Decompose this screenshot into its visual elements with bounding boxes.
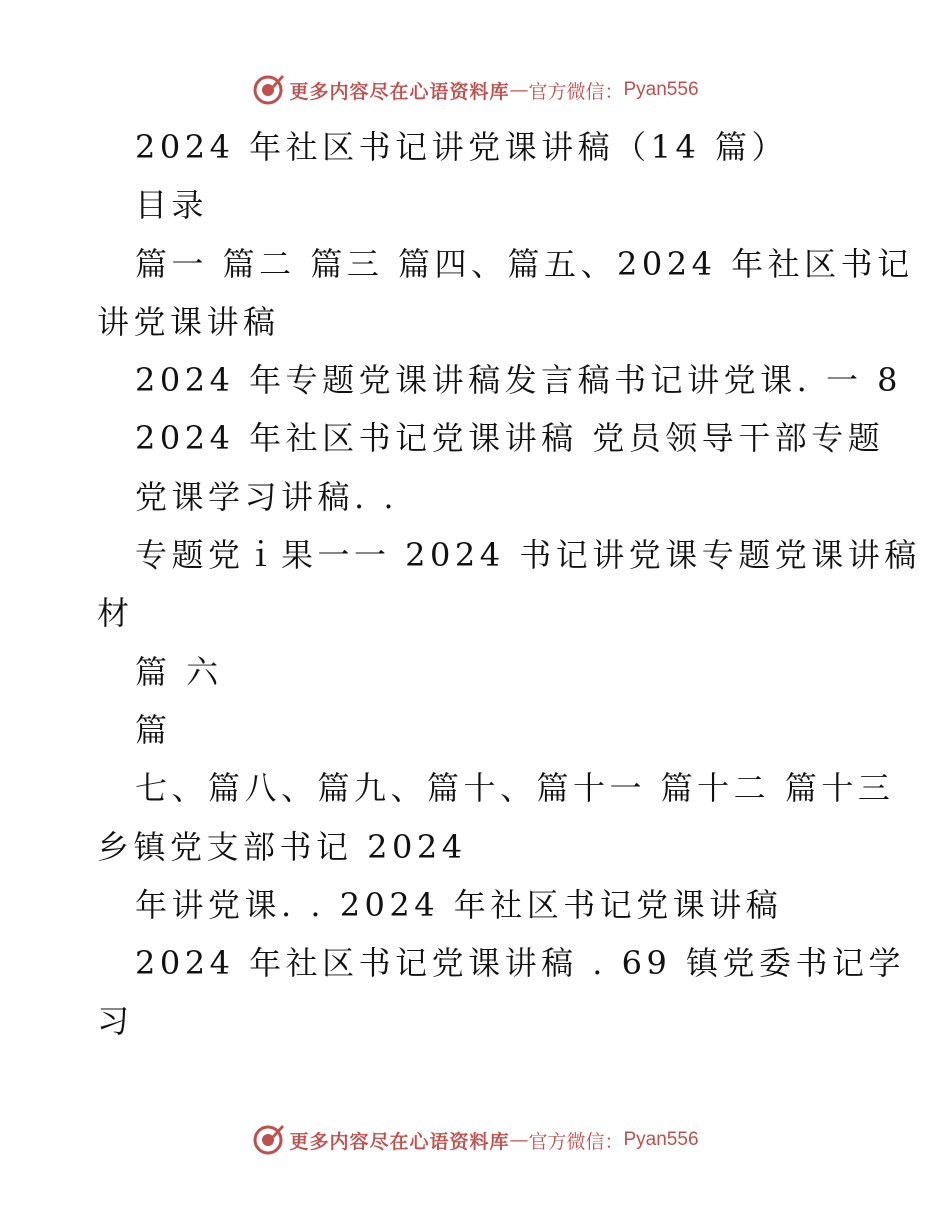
banner-wechat-handle: Pyan556 [623,1129,699,1150]
footer-banner [0,1120,950,1160]
document-title: 2024 年社区书记讲党课讲稿（14 篇） [135,128,789,166]
toc-heading: 目录 [135,186,209,225]
toc-line: 乡镇党支部书记 2024 [97,827,467,866]
banner-official-label: 官方微信： [528,80,624,103]
toc-line: 习 [97,1002,134,1041]
banner-wechat-handle: Pyan556 [623,79,699,100]
toc-line: 年讲党课. . 2024 年社区书记党课讲稿 [135,885,783,924]
toc-line: 篇 六 [135,652,223,691]
pen-logo-icon [251,1123,285,1157]
banner-brand-text: 更多内容尽在心语资料库 [289,80,510,103]
banner-brand-text: 更多内容尽在心语资料库 [289,1130,510,1153]
toc-line: 讲党课讲稿 [97,302,280,341]
toc-line: 材 [97,594,134,633]
toc-line: 2024 年社区书记党课讲稿 党员领导干部专题 [135,419,885,458]
toc-line: 篇 [135,710,172,749]
banner-dash: — [509,79,529,101]
header-banner [0,70,950,110]
toc-line: 专题党ｉ果一一 2024 书记讲党课专题党课讲稿 [135,536,921,575]
toc-line: 党课学习讲稿. . [135,477,399,516]
toc-line: 篇一 篇二 篇三 篇四、篇五、2024 年社区书记 [135,244,914,283]
banner-dash: — [509,1129,529,1151]
toc-line: 2024 年社区书记党课讲稿 . 69 镇党委书记学 [135,944,906,983]
banner-official-label: 官方微信： [528,1130,624,1153]
toc-line: 2024 年专题党课讲稿发言稿书记讲党课. 一 8 [135,361,902,400]
pen-logo-icon [251,73,285,107]
document-body [97,118,921,1051]
toc-line: 七、篇八、篇九、篇十、篇十一 篇十二 篇十三 [135,769,895,808]
